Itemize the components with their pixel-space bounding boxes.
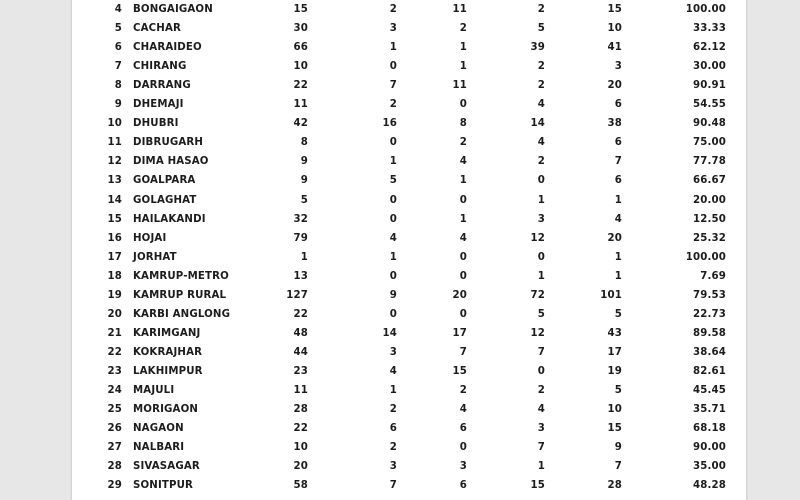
column-e-cell: 15 xyxy=(607,423,622,435)
district-name-cell: GOALPARA xyxy=(133,175,196,187)
column-c-cell: 20 xyxy=(452,289,467,301)
serial-number-cell: 19 xyxy=(107,289,122,301)
percentage-cell: 77.78 xyxy=(693,156,726,168)
percentage-cell: 12.50 xyxy=(693,213,726,225)
percentage-cell: 35.00 xyxy=(693,461,726,473)
district-name-cell: SIVASAGAR xyxy=(133,461,200,473)
column-c-cell: 15 xyxy=(452,365,467,377)
column-c-cell: 0 xyxy=(459,308,467,320)
serial-number-cell: 15 xyxy=(107,213,122,225)
serial-number-cell: 9 xyxy=(114,99,122,111)
district-name-cell: CHARAIDEO xyxy=(133,42,202,54)
column-d-cell: 2 xyxy=(537,385,545,396)
district-name-cell: JORHAT xyxy=(133,251,177,263)
column-b-cell: 2 xyxy=(389,4,397,15)
column-e-cell: 6 xyxy=(614,175,622,187)
percentage-cell: 100.00 xyxy=(685,4,726,15)
table-row xyxy=(72,286,746,305)
percentage-cell: 35.71 xyxy=(693,404,726,416)
column-d-cell: 4 xyxy=(537,404,545,416)
column-d-cell: 7 xyxy=(537,442,545,454)
percentage-cell: 90.00 xyxy=(693,442,726,454)
percentage-cell: 75.00 xyxy=(693,137,726,149)
column-a-cell: 5 xyxy=(300,194,308,206)
column-c-cell: 6 xyxy=(459,423,467,435)
column-d-cell: 4 xyxy=(537,137,545,149)
table-row xyxy=(72,114,746,133)
column-e-cell: 101 xyxy=(600,289,622,301)
column-a-cell: 42 xyxy=(293,118,308,130)
column-b-cell: 2 xyxy=(389,99,397,111)
column-e-cell: 38 xyxy=(607,118,622,130)
percentage-cell: 54.55 xyxy=(693,99,726,111)
column-b-cell: 7 xyxy=(389,480,397,492)
percentage-cell: 33.33 xyxy=(693,23,726,35)
column-c-cell: 1 xyxy=(459,61,467,73)
serial-number-cell: 24 xyxy=(107,385,122,396)
table-row xyxy=(72,381,746,400)
column-e-cell: 4 xyxy=(614,213,622,225)
district-name-cell: LAKHIMPUR xyxy=(133,365,203,377)
column-a-cell: 79 xyxy=(293,232,308,244)
serial-number-cell: 6 xyxy=(114,42,122,54)
column-b-cell: 2 xyxy=(389,442,397,454)
column-e-cell: 15 xyxy=(607,4,622,15)
column-e-cell: 20 xyxy=(607,80,622,92)
column-e-cell: 10 xyxy=(607,404,622,416)
district-name-cell: MAJULI xyxy=(133,385,175,396)
district-name-cell: KARIMGANJ xyxy=(133,327,201,339)
column-a-cell: 15 xyxy=(293,4,308,15)
percentage-cell: 22.73 xyxy=(693,308,726,320)
table-row xyxy=(72,305,746,324)
serial-number-cell: 26 xyxy=(107,423,122,435)
district-name-cell: DIBRUGARH xyxy=(133,137,204,149)
column-a-cell: 23 xyxy=(293,365,308,377)
column-d-cell: 1 xyxy=(537,270,545,282)
column-d-cell: 5 xyxy=(537,308,545,320)
serial-number-cell: 22 xyxy=(107,346,122,358)
viewer-right-gutter xyxy=(746,0,800,500)
column-a-cell: 22 xyxy=(293,308,308,320)
column-d-cell: 39 xyxy=(530,42,545,54)
serial-number-cell: 29 xyxy=(107,480,122,492)
district-name-cell: KAMRUP RURAL xyxy=(133,289,227,301)
column-c-cell: 0 xyxy=(459,99,467,111)
column-e-cell: 7 xyxy=(614,156,622,168)
column-a-cell: 32 xyxy=(293,213,308,225)
column-d-cell: 2 xyxy=(537,156,545,168)
district-name-cell: KOKRAJHAR xyxy=(133,346,203,358)
column-c-cell: 4 xyxy=(459,156,467,168)
column-e-cell: 28 xyxy=(607,480,622,492)
column-b-cell: 14 xyxy=(382,327,397,339)
district-name-cell: GOLAGHAT xyxy=(133,194,197,206)
serial-number-cell: 12 xyxy=(107,156,122,168)
column-d-cell: 0 xyxy=(537,251,545,263)
column-c-cell: 0 xyxy=(459,194,467,206)
table-row xyxy=(72,191,746,210)
column-d-cell: 3 xyxy=(537,423,545,435)
district-name-cell: HOJAI xyxy=(133,232,167,244)
column-c-cell: 2 xyxy=(459,137,467,149)
percentage-cell: 89.58 xyxy=(693,327,726,339)
serial-number-cell: 20 xyxy=(107,308,122,320)
column-c-cell: 6 xyxy=(459,480,467,492)
table-row xyxy=(72,210,746,229)
column-d-cell: 1 xyxy=(537,461,545,473)
column-c-cell: 11 xyxy=(452,80,467,92)
column-c-cell: 2 xyxy=(459,385,467,396)
column-a-cell: 20 xyxy=(293,461,308,473)
column-b-cell: 5 xyxy=(389,175,397,187)
serial-number-cell: 7 xyxy=(114,61,122,73)
column-b-cell: 0 xyxy=(389,194,397,206)
district-name-cell: KARBI ANGLONG xyxy=(133,308,231,320)
serial-number-cell: 14 xyxy=(107,194,122,206)
column-d-cell: 12 xyxy=(530,232,545,244)
column-c-cell: 7 xyxy=(459,346,467,358)
column-d-cell: 1 xyxy=(537,194,545,206)
percentage-cell: 25.32 xyxy=(693,232,726,244)
serial-number-cell: 18 xyxy=(107,270,122,282)
table-row xyxy=(72,419,746,438)
serial-number-cell: 8 xyxy=(114,80,122,92)
column-b-cell: 0 xyxy=(389,213,397,225)
percentage-cell: 38.64 xyxy=(693,346,726,358)
column-b-cell: 6 xyxy=(389,423,397,435)
column-a-cell: 58 xyxy=(293,480,308,492)
column-b-cell: 16 xyxy=(382,118,397,130)
table-row xyxy=(72,171,746,190)
table-row xyxy=(72,0,746,19)
percentage-cell: 68.18 xyxy=(693,423,726,435)
column-d-cell: 2 xyxy=(537,61,545,73)
column-b-cell: 1 xyxy=(389,251,397,263)
column-b-cell: 4 xyxy=(389,232,397,244)
column-c-cell: 2 xyxy=(459,23,467,35)
district-name-cell: DARRANG xyxy=(133,80,191,92)
column-c-cell: 17 xyxy=(452,327,467,339)
serial-number-cell: 13 xyxy=(107,175,122,187)
percentage-cell: 90.48 xyxy=(693,118,726,130)
column-b-cell: 0 xyxy=(389,308,397,320)
serial-number-cell: 23 xyxy=(107,365,122,377)
column-e-cell: 1 xyxy=(614,251,622,263)
column-a-cell: 10 xyxy=(293,61,308,73)
column-b-cell: 1 xyxy=(389,42,397,54)
column-c-cell: 0 xyxy=(459,270,467,282)
document-page xyxy=(72,0,746,500)
serial-number-cell: 11 xyxy=(107,137,122,149)
percentage-cell: 48.28 xyxy=(693,480,726,492)
district-name-cell: CACHAR xyxy=(133,23,181,35)
district-name-cell: DHUBRI xyxy=(133,118,179,130)
column-e-cell: 1 xyxy=(614,270,622,282)
column-d-cell: 0 xyxy=(537,175,545,187)
column-c-cell: 11 xyxy=(452,4,467,15)
column-d-cell: 15 xyxy=(530,480,545,492)
column-e-cell: 6 xyxy=(614,99,622,111)
column-d-cell: 7 xyxy=(537,346,545,358)
column-d-cell: 4 xyxy=(537,99,545,111)
column-e-cell: 41 xyxy=(607,42,622,54)
column-e-cell: 17 xyxy=(607,346,622,358)
serial-number-cell: 10 xyxy=(107,118,122,130)
column-a-cell: 127 xyxy=(286,289,308,301)
column-b-cell: 2 xyxy=(389,404,397,416)
percentage-cell: 45.45 xyxy=(693,385,726,396)
percentage-cell: 100.00 xyxy=(685,251,726,263)
district-name-cell: CHIRANG xyxy=(133,61,187,73)
district-name-cell: HAILAKANDI xyxy=(133,213,206,225)
serial-number-cell: 5 xyxy=(114,23,122,35)
column-a-cell: 11 xyxy=(293,99,308,111)
column-c-cell: 3 xyxy=(459,461,467,473)
percentage-cell: 20.00 xyxy=(693,194,726,206)
table-row xyxy=(72,95,746,114)
column-a-cell: 30 xyxy=(293,23,308,35)
column-a-cell: 9 xyxy=(300,175,308,187)
column-a-cell: 13 xyxy=(293,270,308,282)
percentage-cell: 66.67 xyxy=(693,175,726,187)
table-row xyxy=(72,152,746,171)
viewer-left-gutter xyxy=(0,0,72,500)
column-b-cell: 3 xyxy=(389,23,397,35)
column-e-cell: 6 xyxy=(614,137,622,149)
column-b-cell: 1 xyxy=(389,156,397,168)
table-row xyxy=(72,248,746,267)
column-d-cell: 3 xyxy=(537,213,545,225)
column-b-cell: 9 xyxy=(389,289,397,301)
serial-number-cell: 4 xyxy=(114,4,122,15)
column-a-cell: 10 xyxy=(293,442,308,454)
district-name-cell: NAGAON xyxy=(133,423,184,435)
column-c-cell: 0 xyxy=(459,442,467,454)
serial-number-cell: 17 xyxy=(107,251,122,263)
column-a-cell: 11 xyxy=(293,385,308,396)
column-e-cell: 7 xyxy=(614,461,622,473)
district-name-cell: BONGAIGAON xyxy=(133,4,213,15)
column-a-cell: 66 xyxy=(293,42,308,54)
column-c-cell: 4 xyxy=(459,232,467,244)
column-a-cell: 44 xyxy=(293,346,308,358)
serial-number-cell: 25 xyxy=(107,404,122,416)
column-e-cell: 5 xyxy=(614,385,622,396)
district-name-cell: DHEMAJI xyxy=(133,99,184,111)
district-name-cell: MORIGAON xyxy=(133,404,199,416)
column-d-cell: 14 xyxy=(530,118,545,130)
table-row xyxy=(72,133,746,152)
column-d-cell: 5 xyxy=(537,23,545,35)
serial-number-cell: 21 xyxy=(107,327,122,339)
column-d-cell: 2 xyxy=(537,80,545,92)
column-b-cell: 7 xyxy=(389,80,397,92)
column-c-cell: 1 xyxy=(459,175,467,187)
column-e-cell: 10 xyxy=(607,23,622,35)
column-b-cell: 1 xyxy=(389,385,397,396)
table-row xyxy=(72,362,746,381)
column-e-cell: 19 xyxy=(607,365,622,377)
percentage-cell: 82.61 xyxy=(693,365,726,377)
column-b-cell: 0 xyxy=(389,270,397,282)
column-c-cell: 4 xyxy=(459,404,467,416)
district-name-cell: SONITPUR xyxy=(133,480,194,492)
percentage-cell: 7.69 xyxy=(700,270,726,282)
percentage-cell: 90.91 xyxy=(693,80,726,92)
serial-number-cell: 27 xyxy=(107,442,122,454)
table-row xyxy=(72,57,746,76)
column-b-cell: 0 xyxy=(389,137,397,149)
column-a-cell: 1 xyxy=(300,251,308,263)
column-a-cell: 8 xyxy=(300,137,308,149)
percentage-cell: 30.00 xyxy=(693,61,726,73)
table-row xyxy=(72,400,746,419)
column-e-cell: 9 xyxy=(614,442,622,454)
column-a-cell: 9 xyxy=(300,156,308,168)
table-row xyxy=(72,324,746,343)
table-row xyxy=(72,267,746,286)
district-name-cell: KAMRUP-METRO xyxy=(133,270,229,282)
table-row xyxy=(72,76,746,95)
table-row xyxy=(72,19,746,38)
table-row xyxy=(72,457,746,476)
column-a-cell: 28 xyxy=(293,404,308,416)
table-row xyxy=(72,476,746,495)
column-c-cell: 0 xyxy=(459,251,467,263)
column-c-cell: 1 xyxy=(459,42,467,54)
table-row xyxy=(72,438,746,457)
column-c-cell: 8 xyxy=(459,118,467,130)
column-e-cell: 43 xyxy=(607,327,622,339)
district-name-cell: NALBARI xyxy=(133,442,185,454)
serial-number-cell: 28 xyxy=(107,461,122,473)
column-c-cell: 1 xyxy=(459,213,467,225)
column-e-cell: 5 xyxy=(614,308,622,320)
column-b-cell: 3 xyxy=(389,346,397,358)
column-d-cell: 12 xyxy=(530,327,545,339)
column-b-cell: 3 xyxy=(389,461,397,473)
table-row xyxy=(72,38,746,57)
column-a-cell: 48 xyxy=(293,327,308,339)
column-e-cell: 1 xyxy=(614,194,622,206)
column-b-cell: 4 xyxy=(389,365,397,377)
column-a-cell: 22 xyxy=(293,423,308,435)
column-d-cell: 2 xyxy=(537,4,545,15)
serial-number-cell: 16 xyxy=(107,232,122,244)
column-b-cell: 0 xyxy=(389,61,397,73)
column-d-cell: 0 xyxy=(537,365,545,377)
column-e-cell: 20 xyxy=(607,232,622,244)
district-name-cell: DIMA HASAO xyxy=(133,156,209,168)
table-row xyxy=(72,343,746,362)
percentage-cell: 62.12 xyxy=(693,42,726,54)
column-d-cell: 72 xyxy=(530,289,545,301)
column-e-cell: 3 xyxy=(614,61,622,73)
column-a-cell: 22 xyxy=(293,80,308,92)
percentage-cell: 79.53 xyxy=(693,289,726,301)
table-row xyxy=(72,229,746,248)
